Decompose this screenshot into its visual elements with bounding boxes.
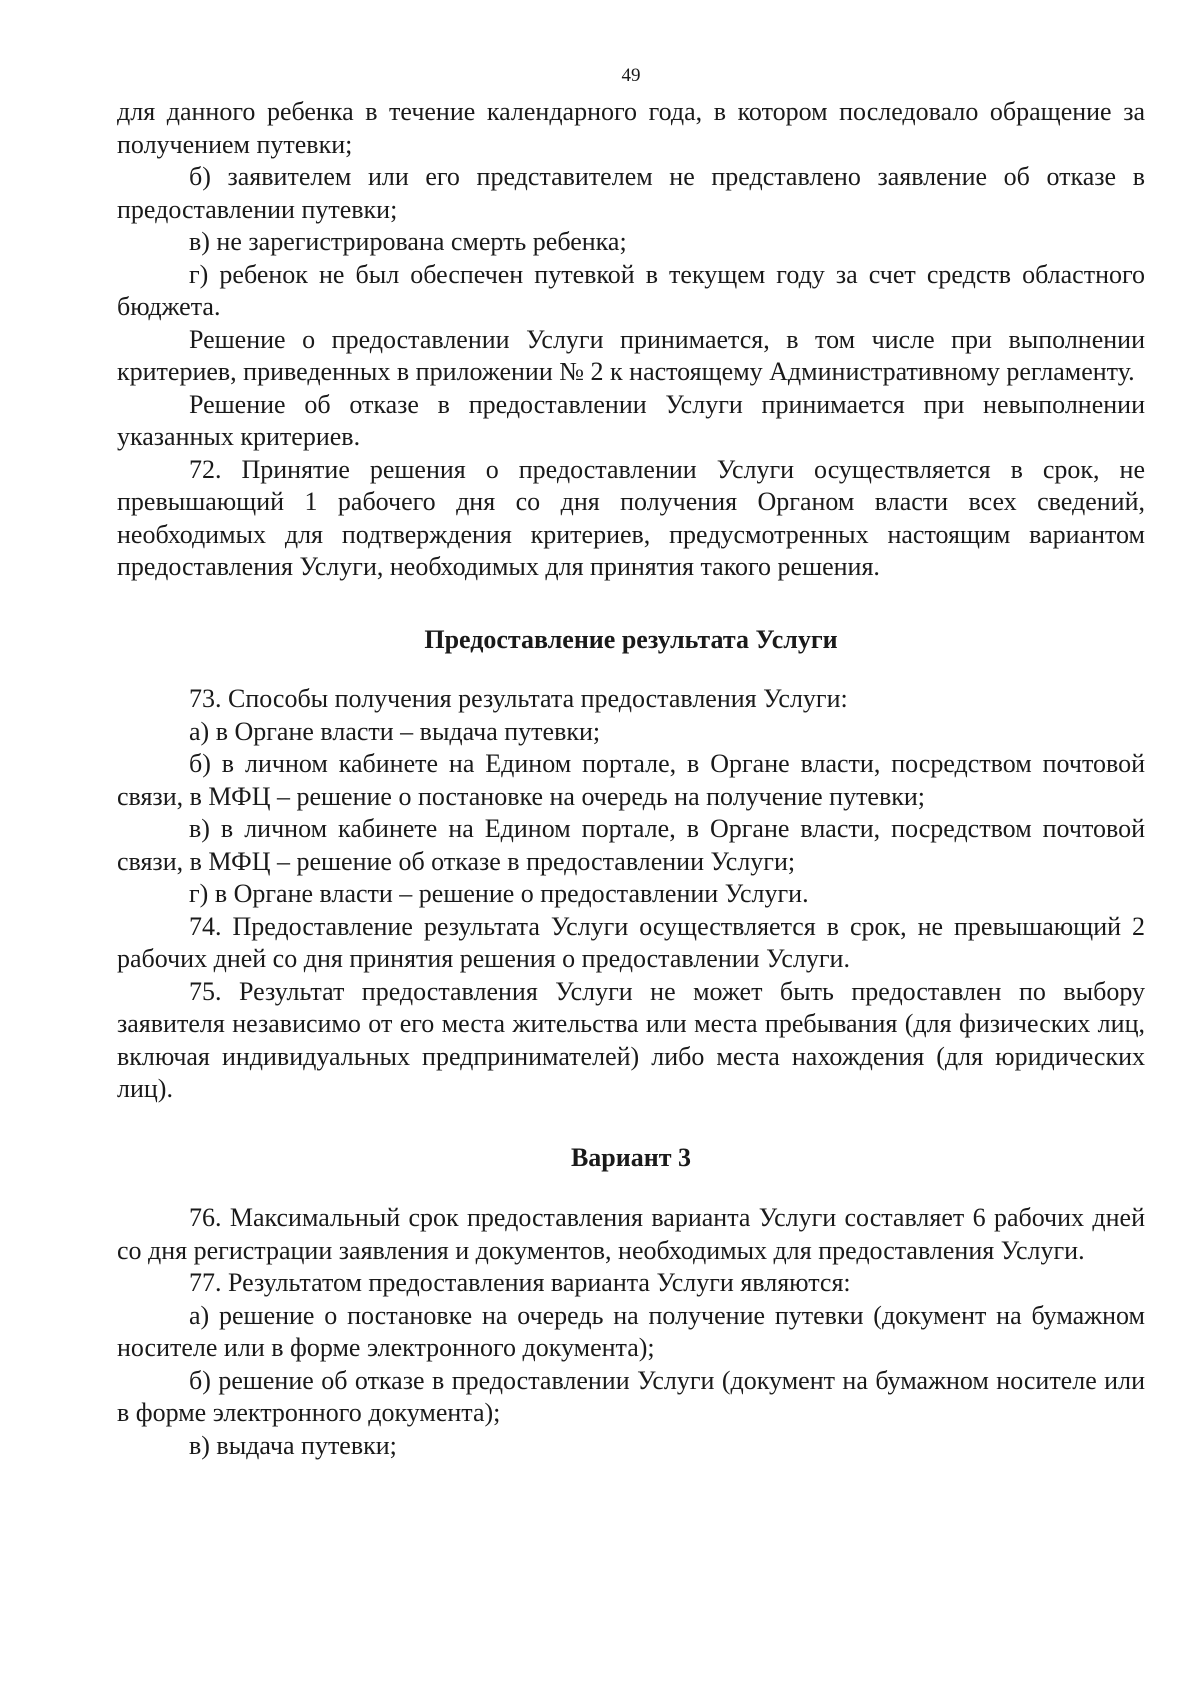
paragraph: в) не зарегистрирована смерть ребенка; bbox=[189, 227, 627, 256]
paragraph: в) в личном кабинете на Едином портале, в Органе власти, посредством почтовой связи, в МФЦ – решение об отказе в предоставлении Услуги; bbox=[117, 814, 1145, 876]
section-heading: Предоставление результата Услуги bbox=[424, 624, 838, 654]
paragraph: г) ребенок не был обеспечен путевкой в текущем году за счет средств областного бюджета. bbox=[117, 259, 1145, 321]
paragraph: 77. Результатом предоставления варианта Услуги являются: bbox=[189, 1268, 851, 1297]
paragraph: 73. Способы получения результата предоставления Услуги: bbox=[189, 684, 848, 713]
paragraph: б) заявителем или его представителем не представлено заявление об отказе в предоставлении путевки; bbox=[117, 162, 1145, 224]
paragraph: г) в Органе власти – решение о предоставлении Услуги. bbox=[189, 879, 809, 908]
paragraph: 72. Принятие решения о предоставлении Услуги осуществляется в срок, не превышающий 1 рабочего дня со дня получения Органом власти всех сведений, необходимых для подтверждения критериев, предусмотренных настоящим вариантом предоставления Услуги, необходимых для принятия такого решения. bbox=[117, 454, 1145, 581]
paragraph: в) выдача путевки; bbox=[189, 1430, 397, 1460]
paragraph: 74. Предоставление результата Услуги осуществляется в срок, не превышающий 2 рабочих дней со дня принятия решения о предоставлении Услуги. bbox=[117, 911, 1145, 973]
paragraph: Решение о предоставлении Услуги принимается, в том числе при выполнении критериев, приведенных в приложении № 2 к настоящему Административному регламенту. bbox=[117, 324, 1145, 386]
paragraph: а) в Органе власти – выдача путевки; bbox=[189, 716, 601, 746]
page-number: 49 bbox=[621, 65, 641, 86]
paragraph: б) в личном кабинете на Едином портале, в Органе власти, посредством почтовой связи, в МФЦ – решение о постановке на очередь на получение путевки; bbox=[117, 749, 1145, 811]
paragraph: 75. Результат предоставления Услуги не может быть предоставлен по выбору заявителя независимо от его места жительства или места пребывания (для физических лиц, включая индивидуальных предпринимателей) либо места нахождения (для юридических лиц). bbox=[117, 976, 1145, 1103]
document-page bbox=[117, 64, 1145, 1462]
paragraph: б) решение об отказе в предоставлении Услуги (документ на бумажном носителе или в форме электронного документа); bbox=[117, 1365, 1145, 1427]
paragraph: для данного ребенка в течение календарного года, в котором последовало обращение за получением путевки; bbox=[117, 97, 1145, 159]
section-heading: Вариант 3 bbox=[570, 1142, 692, 1172]
paragraph: а) решение о постановке на очередь на получение путевки (документ на бумажном носителе или в форме электронного документа); bbox=[117, 1300, 1145, 1362]
paragraph: Решение об отказе в предоставлении Услуги принимается при невыполнении указанных критериев. bbox=[117, 389, 1145, 451]
paragraph: 76. Максимальный срок предоставления варианта Услуги составляет 6 рабочих дней со дня регистрации заявления и документов, необходимых для предоставления Услуги. bbox=[117, 1203, 1145, 1265]
